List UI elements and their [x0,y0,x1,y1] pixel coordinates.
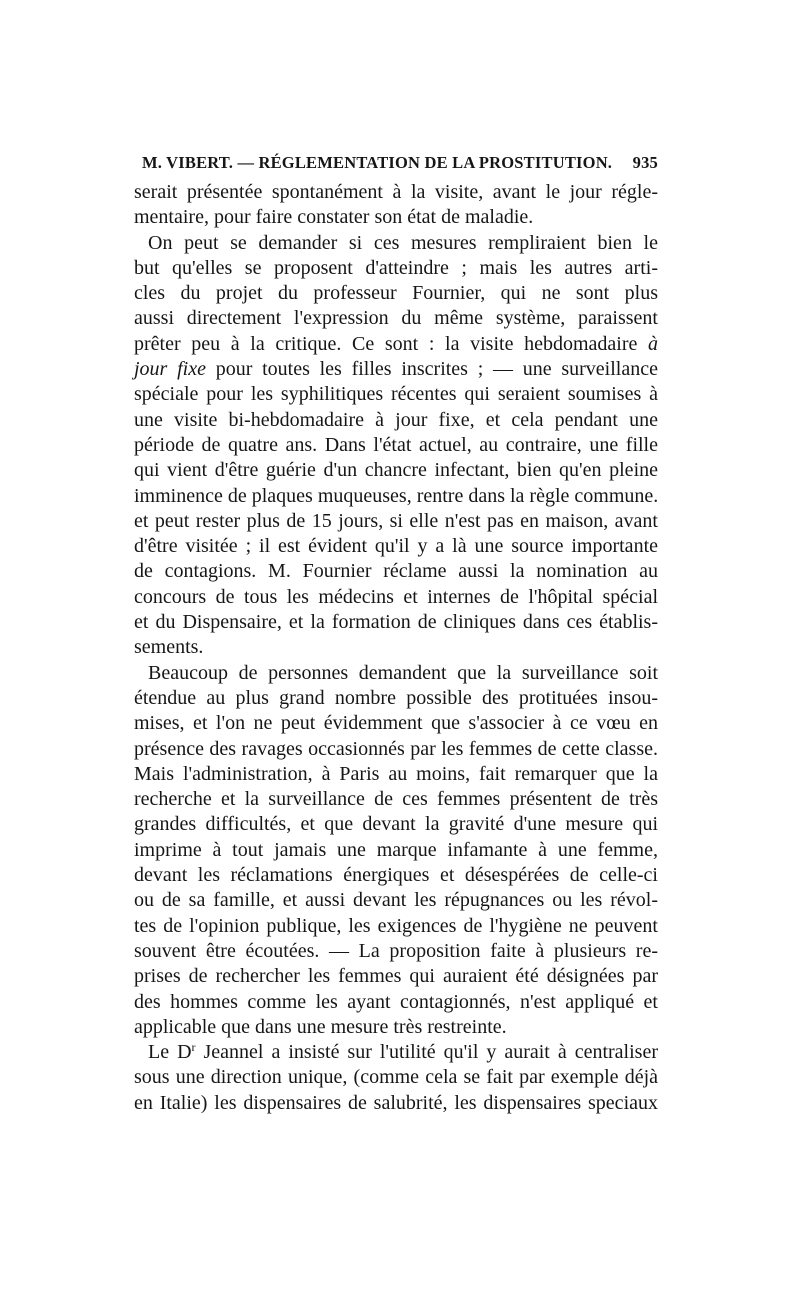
text-line: qui vient d'être guérie d'un chancre infectant, bien qu'en pleine [134,459,658,482]
text-line: serait présentée spontanément à la visite, avant le jour régle- [134,181,658,203]
text-segment: Le D [148,1041,192,1064]
text-line: sous une direction unique, (comme cela se fait par exemple déjà [134,1066,658,1089]
text-line: Beaucoup de personnes demandent que la surveillance soit [148,661,658,684]
text-line: aussi directement l'expression du même système, paraissent [134,307,658,330]
text-segment: prêter peu à la critique. Ce sont : la visite hebdomadaire [134,332,638,355]
text-line: et peut rester plus de 15 jours, si elle n'est pas en maison, avant [134,509,658,532]
text-line [134,357,658,382]
text-line: souvent être écoutées. — La proposition faite à plusieurs re- [134,939,658,962]
text-line: On peut se demander si ces mesures rempliraient bien le [148,231,658,254]
paragraph-4 [134,1040,658,1116]
text-line: d'être visitée ; il est évident qu'il y a là une source importante [134,535,658,558]
running-header [134,148,658,178]
text-line: imprime à tout jamais une marque infamante à une femme, [134,838,658,861]
text-line: mises, et l'on ne peut évidemment que s'associer à ce vœu en [134,712,658,735]
text-line: des hommes comme les ayant contagionnés, n'est appliqué et [134,990,658,1013]
text-segment: Jeannel a insisté sur l'utilité qu'il y aurait à centraliser [203,1041,658,1064]
paragraph-2 [134,231,658,661]
text-line: de contagions. M. Fournier réclame aussi la nomination au [134,560,658,583]
text-line: cles du projet du professeur Fournier, qui ne sont plus [134,282,658,305]
text-line: une visite bi-hebdomadaire à jour fixe, et cela pendant une [134,408,658,431]
book-page [134,148,658,1116]
text-line: applicable que dans une mesure très restreinte. [134,1015,507,1038]
paragraph-1 [134,180,658,231]
page-body [134,180,658,1116]
text-line: étendue au plus grand nombre possible des protituées insou- [134,686,658,709]
italic-text: jour fixe [134,358,206,381]
paragraph-3 [134,661,658,1040]
text-line: et du Dispensaire, et la formation de cliniques dans ces établis- [134,611,658,634]
text-line: spéciale pour les syphilitiques récentes qui seraient soumises à [134,383,658,406]
page-number: 935 [632,153,658,172]
text-line: imminence de plaques muqueuses, rentre dans la règle commune. [134,484,659,507]
text-line: Mais l'administration, à Paris au moins, fait remarquer que la [134,762,658,785]
text-line [134,1040,658,1065]
text-segment: pour toutes les filles inscrites ; — une surveillance [215,358,658,381]
text-line: sements. [134,636,204,659]
text-line: concours de tous les médecins et internes de l'hôpital spécial [134,585,658,608]
text-line: prises de rechercher les femmes qui auraient été désignées par [134,965,658,988]
text-line: période de quatre ans. Dans l'état actuel, au contraire, une fille [134,433,658,456]
italic-text: à [648,332,659,355]
text-line [134,332,658,357]
text-line: recherche et la surveillance de ces femmes présentent de très [134,788,658,811]
text-line: en Italie) les dispensaires de salubrité, les dispensaires speciaux [134,1091,658,1114]
text-line: ou de sa famille, et aussi devant les répugnances ou les révol- [134,889,658,912]
text-line: but qu'elles se proposent d'atteindre ; mais les autres arti- [134,256,658,279]
text-line: tes de l'opinion publique, les exigences de l'hygiène ne peuvent [134,914,658,937]
text-line: grandes difficultés, et que devant la gravité d'une mesure qui [134,813,658,836]
text-line: présence des ravages occasionnés par les femmes de cette classe. [134,737,658,760]
superscript: r [191,1040,196,1055]
text-line: mentaire, pour faire constater son état de maladie. [134,206,534,229]
header-title: M. VIBERT. — RÉGLEMENTATION DE LA PROSTITUTION. [142,153,613,172]
text-line: devant les réclamations énergiques et désespérées de celle-ci [134,864,658,887]
